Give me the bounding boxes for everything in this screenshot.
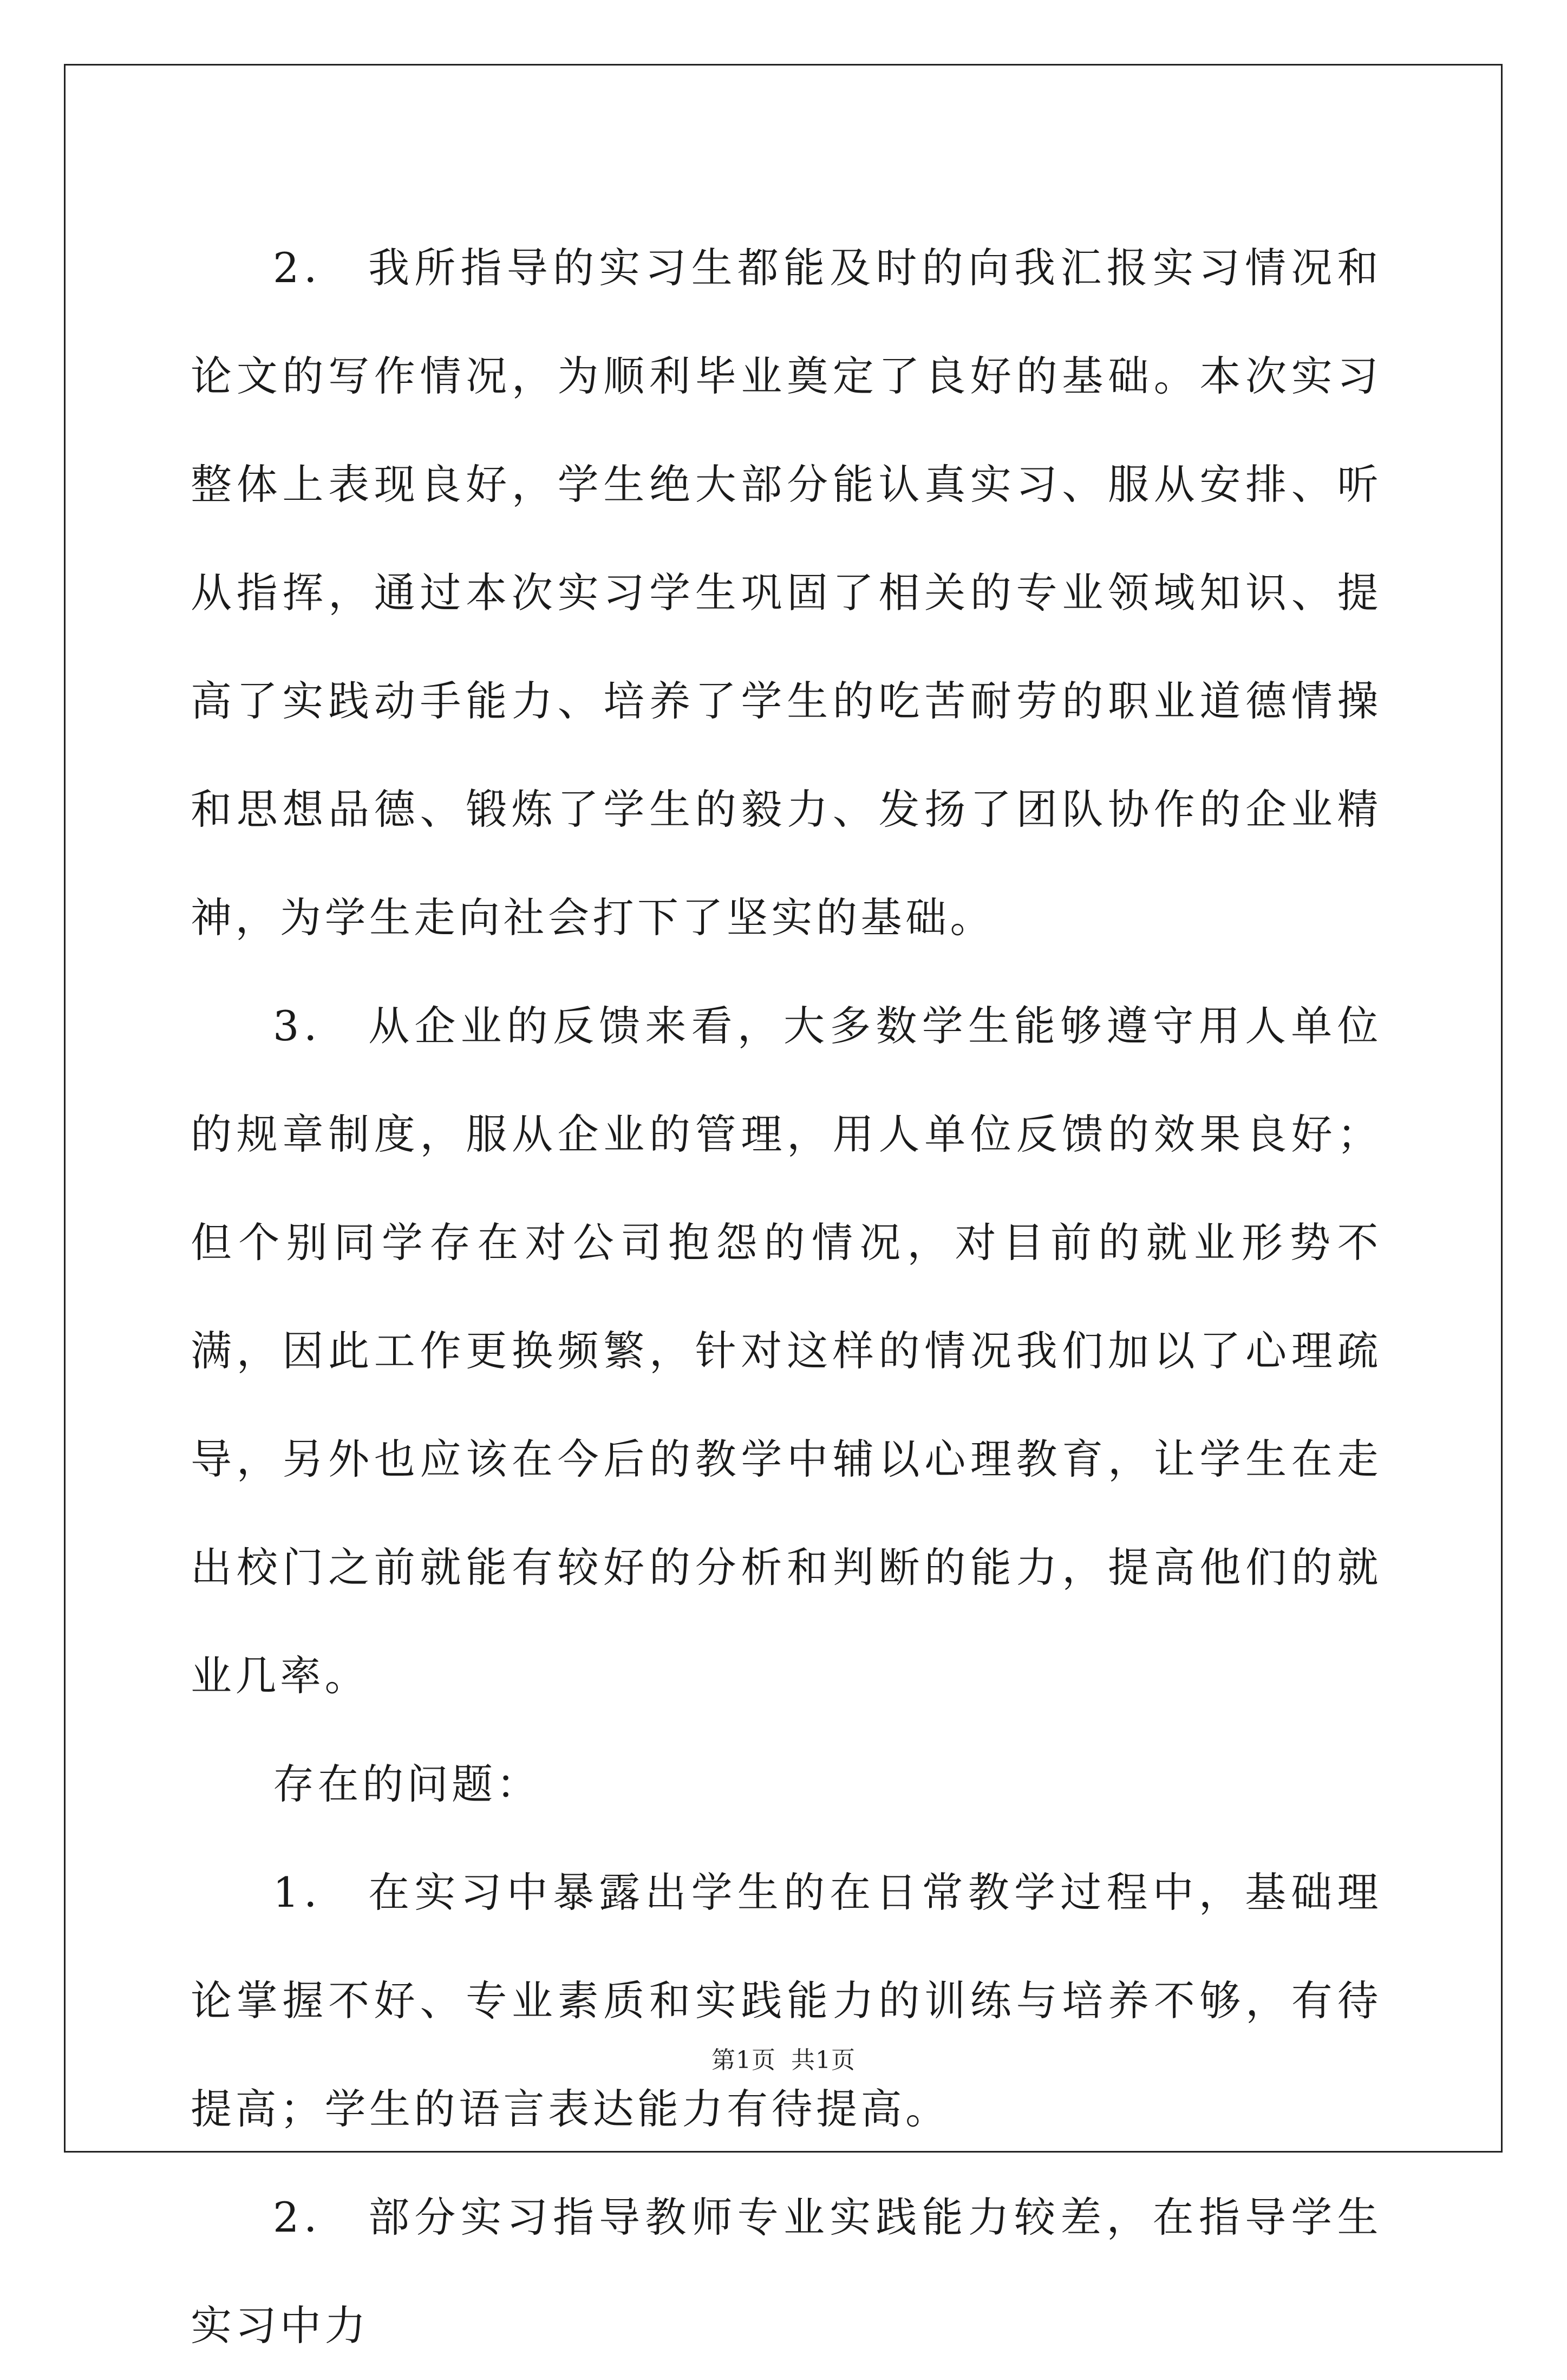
paragraph-problem-2: 2． 部分实习指导教师专业实践能力较差，在指导学生实习中力 — [191, 2193, 1382, 2350]
page-number: 第1页 — [711, 2046, 776, 2074]
paragraph-problem-1: 1． 在实习中暴露出学生的在日常教学过程中，基础理论掌握不好、专业素质和实践能力的训练与培养不够，有待提高；学生的语言表达能力有待提高。 — [191, 1868, 1382, 2133]
page-footer — [0, 2040, 1567, 2075]
paragraph-3-feedback: 3． 从企业的反馈来看，大多数学生能够遵守用人单位的规章制度，服从企业的管理，用人单位反馈的效果良好；但个别同学存在对公司抱怨的情况，对目前的就业形势不满，因此工作更换频繁，针对这样的情况我们加以了心理疏导，另外也应该在今后的教学中辅以心理教育，让学生在走出校门之前就能有较好的分析和判断的能力，提高他们的就业几率。 — [191, 1002, 1382, 1700]
paragraph-2-summary: 2． 我所指导的实习生都能及时的向我汇报实习情况和论文的写作情况，为顺利毕业奠定了良好的基础。本次实习整体上表现良好，学生绝大部分能认真实习、服从安排、听从指挥，通过本次实习学生巩固了相关的专业领域知识、提高了实践动手能力、培养了学生的吃苦耐劳的职业道德情操和思想品德、锻炼了学生的毅力、发扬了团队协作的企业精神，为学生走向社会打下了坚实的基础。 — [191, 244, 1382, 942]
section-heading-problems: 存在的问题： — [273, 1760, 541, 1808]
page-total: 共1页 — [791, 2046, 856, 2074]
